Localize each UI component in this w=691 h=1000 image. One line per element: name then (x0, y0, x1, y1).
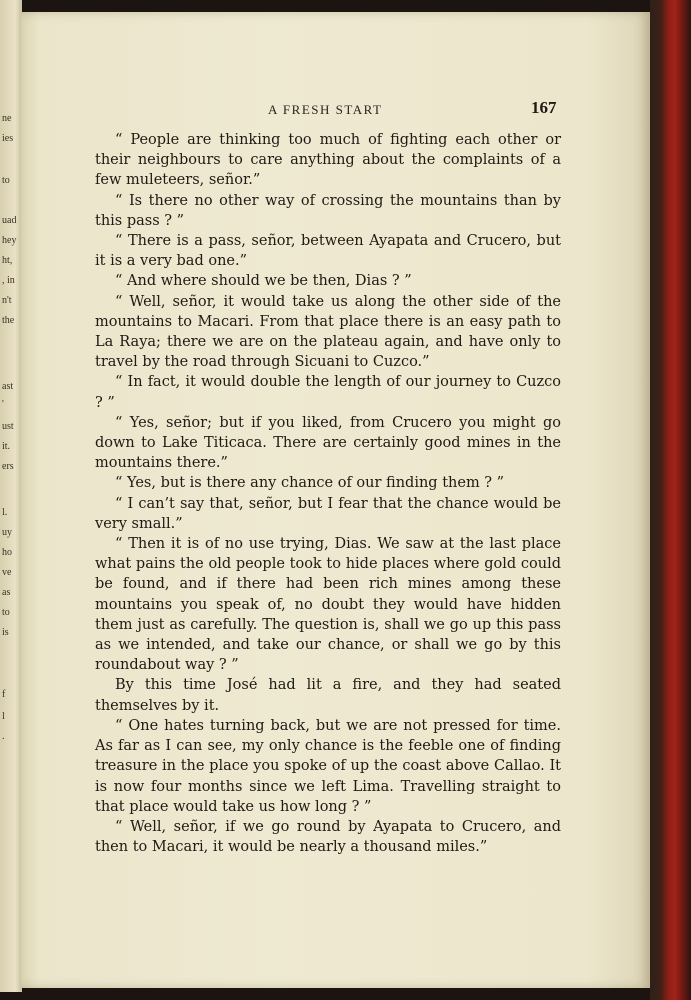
page-number: 167 (531, 98, 557, 117)
fragment: as (2, 587, 11, 598)
paragraph: “ People are thinking too much of fighting each other or their neighbours to care anything about the complaints of a few muleteers, señor.” (95, 132, 561, 189)
book-spine (650, 0, 691, 1000)
fragment: it. (2, 441, 11, 452)
fragment: ne (2, 113, 12, 124)
fragment: ers (2, 461, 14, 472)
fragment: l (2, 711, 5, 722)
fragment: f (2, 689, 6, 700)
paragraph: “ Well, señor, it would take us along the other side of the mountains to Macari. From that place there is an easy path to La Raya; there we are on the plateau again, and have only to travel by the road through Sicuani to Cuzco.” (95, 293, 561, 371)
fragment: ve (2, 567, 12, 578)
paragraph: “ In fact, it would double the length of our journey to Cuzco ? ” (95, 374, 561, 411)
fragment: ho (2, 547, 12, 558)
paragraph: “ Is there no other way of crossing the mountains than by this pass ? ” (95, 192, 561, 229)
fragment: uad (2, 215, 17, 226)
fragment: n't (2, 295, 12, 306)
fragment: . (2, 731, 5, 742)
paragraph: By this time José had lit a fire, and they had seated themselves by it. (95, 677, 561, 714)
fragment: , in (2, 275, 15, 286)
paragraph: “ Well, señor, if we go round by Ayapata to Crucero, and then to Macari, it would be nearly a thousand miles.” (95, 818, 561, 856)
fragment: uy (2, 527, 12, 538)
fragment: ' (2, 399, 4, 410)
fragment: ast (2, 381, 14, 392)
book-page (21, 12, 650, 988)
fragment: hey (2, 235, 17, 246)
paragraph: “ There is a pass, señor, between Ayapata and Crucero, but it is a very bad one.” (95, 233, 561, 270)
fragment: to (2, 175, 10, 186)
fragment: ies (2, 133, 14, 144)
paragraph: “ I can’t say that, señor, but I fear that the chance would be very small.” (95, 495, 561, 532)
paragraph: “ And where should we be then, Dias ? ” (115, 273, 412, 290)
paragraph: “ One hates turning back, but we are not pressed for time. As far as I can see, my only chance is the feeble one of finding treasure in the place you spoke of up the coast above Callao. It is now four months since we left Lima. Travelling straight to that place would take us how long ? ” (95, 717, 561, 815)
fragment: the (2, 315, 15, 326)
fragment: is (2, 627, 9, 638)
paragraph: “ Yes, señor; but if you liked, from Crucero you might go down to Lake Titicaca. There are certainly good mines in the mountains there.” (95, 414, 561, 472)
fragment: ust (2, 421, 14, 432)
running-head: A FRESH START (268, 102, 383, 117)
fragment: ht, (2, 255, 13, 266)
facing-page-edge (0, 0, 22, 992)
fragment: to (2, 607, 10, 618)
paragraph: “ Yes, but is there any chance of our finding them ? ” (115, 475, 505, 492)
fragment: l. (2, 507, 8, 518)
page-header (21, 92, 650, 122)
body-text (95, 130, 561, 857)
paragraph: “ Then it is of no use trying, Dias. We saw at the last place what pains the old people took to hide places where gold could be found, and if there had been rich mines among these mountains you speak of, no doubt they would have hidden them just as carefully. The question is, shall we go up this pass as we intended, and take our chance, or shall we go by this roundabout way ? ” (95, 536, 561, 674)
